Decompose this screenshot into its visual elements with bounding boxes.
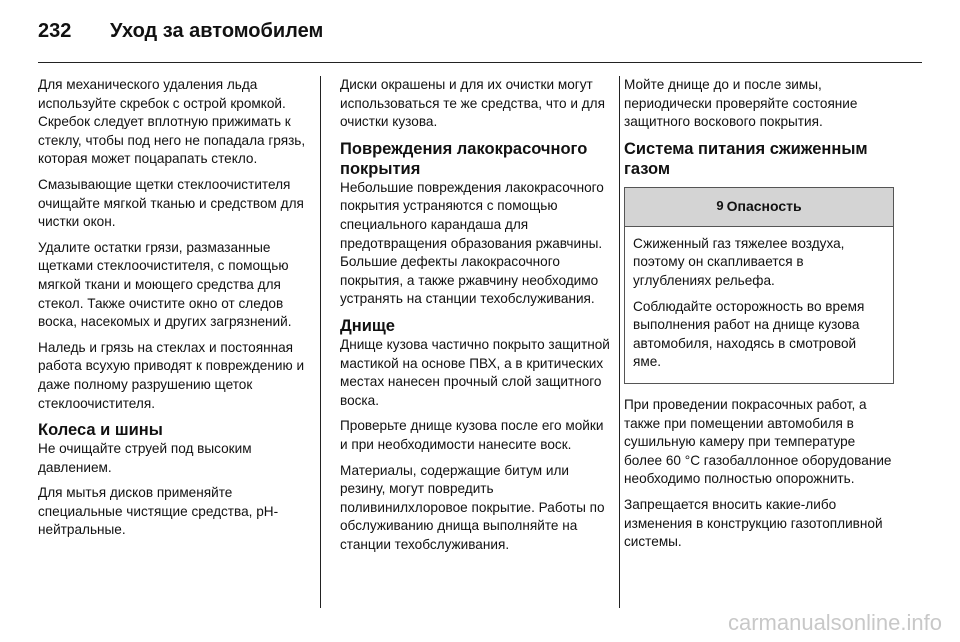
page-header (38, 14, 323, 48)
paragraph-wiper-cleaning: Смазывающие щетки стеклоочистителя очищайте мягкой тканью и средством для чистки окон. (38, 176, 304, 230)
header-divider (38, 62, 922, 63)
heading-wheels-tires: Колеса и шины (38, 421, 163, 440)
paragraph-bitumen-warning: Материалы, содержащие битум или резину, могут повредить поливинилхлоровое покрытие. Работы по обслуживанию днища выполняйте на станции техобслуживания. (340, 462, 605, 552)
warning-title: Опасность (726, 198, 802, 215)
paragraph-painted-wheels: Диски окрашены и для их очистки могут использоваться те же средства, что и для очистки кузова. (340, 77, 605, 130)
column-3 (624, 76, 894, 559)
warning-paragraph-caution-pit: Соблюдайте осторожность во время выполнения работ на днище кузова автомобиля, находясь в смотровой яме. (633, 298, 865, 370)
danger-warning-box (624, 187, 894, 384)
warning-body (625, 227, 893, 383)
warning-icon: 9 (716, 198, 724, 214)
paragraph-ice-removal: Для механического удаления льда используйте скребок с острой кромкой. Скребок следует вплотную прижимать к стеклу, чтобы под него не попадала грязь, которая может поцарапать стекло. (38, 77, 306, 167)
warning-header (625, 188, 893, 227)
paragraph-underbody-check: Проверьте днище кузова после его мойки и при необходимости нанесите воск. (340, 418, 604, 452)
column-divider (320, 76, 321, 608)
paragraph-paint-repair: Небольшие повреждения лакокрасочного покрытия устраняются с помощью специального карандаша для предотвращения образования ржавчины. Большие дефекты лакокрасочного покрытия, а также ржавчину необходимо устранять на станции техобслуживания. (340, 179, 604, 307)
paragraph-underbody-winter: Мойте днище до и после зимы, периодически проверяйте состояние защитного воскового покрытия. (624, 77, 858, 130)
watermark: carmanualsonline.info (727, 610, 942, 635)
paragraph-dirt-removal: Удалите остатки грязи, размазанные щетками стеклоочистителя, с помощью мягкой ткани и моющего средства для стекол. Также очистите окно от следов воска, насекомых и других загрязнений. (38, 239, 292, 330)
heading-underbody: Днище (340, 316, 395, 335)
warning-paragraph-gas-heavier: Сжиженный газ тяжелее воздуха, поэтому он скапливается в углублениях рельефа. (633, 235, 845, 288)
heading-paint-damage: Повреждения лакокрасочного покрытия (340, 139, 588, 178)
page-number: 232 (38, 19, 72, 42)
paragraph-underbody-coating: Днище кузова частично покрыто защитной мастикой на основе ПВХ, а в критических местах нанесен прочный слой защитного воска. (340, 336, 610, 408)
heading-lpg-system: Система питания сжиженным газом (624, 139, 868, 178)
column-2 (340, 76, 610, 561)
paragraph-wiper-damage: Наледь и грязь на стеклах и постоянная работа всухую приводят к повреждению и даже полному разрушению щеток стеклоочистителя. (38, 339, 305, 411)
page-title: Уход за автомобилем (110, 19, 324, 42)
paragraph-paint-drying: При проведении покрасочных работ, а также при помещении автомобиля в сушильную камеру при температуре более 60 °C газобаллонное оборудование необходимо полностью опорожнить. (624, 396, 892, 487)
paragraph-wheel-cleaners: Для мытья дисков применяйте специальные чистящие средства, pH-нейтральные. (38, 485, 279, 538)
column-1 (38, 76, 308, 547)
paragraph-no-modifications: Запрещается вносить какие-либо изменения в конструкцию газотопливной системы. (624, 496, 883, 550)
paragraph-no-pressure-wash: Не очищайте струей под высоким давлением. (38, 441, 252, 475)
column-divider (619, 76, 620, 608)
